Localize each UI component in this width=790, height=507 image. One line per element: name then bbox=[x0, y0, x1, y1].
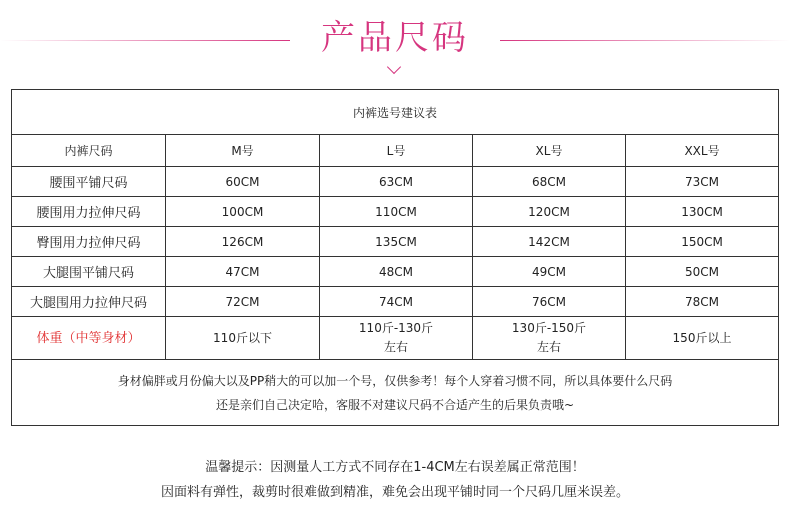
table-cell: 49CM bbox=[473, 257, 626, 287]
table-cell: 74CM bbox=[320, 287, 473, 317]
header-divider-right bbox=[500, 40, 790, 41]
table-cell bbox=[320, 317, 473, 360]
table-row bbox=[12, 197, 779, 227]
row-label: 大腿围用力拉伸尺码 bbox=[12, 287, 166, 317]
table-cell bbox=[626, 317, 779, 360]
weight-range: 110斤-130斤 bbox=[358, 321, 434, 335]
chevron-down-icon bbox=[387, 60, 401, 74]
table-cell: 63CM bbox=[320, 167, 473, 197]
size-note bbox=[12, 360, 779, 426]
table-cell: 142CM bbox=[473, 227, 626, 257]
weight-range-suffix: 左右 bbox=[536, 340, 561, 354]
table-cell: 76CM bbox=[473, 287, 626, 317]
table-cell bbox=[473, 317, 626, 360]
row-label: 臀围用力拉伸尺码 bbox=[12, 227, 166, 257]
column-header: XXL号 bbox=[626, 135, 779, 167]
table-cell: 130CM bbox=[626, 197, 779, 227]
size-table bbox=[11, 89, 779, 426]
table-row bbox=[12, 167, 779, 197]
table-cell: 50CM bbox=[626, 257, 779, 287]
table-cell: 110CM bbox=[320, 197, 473, 227]
weight-row-label: 体重（中等身材） bbox=[12, 317, 166, 360]
weight-range-suffix: 左右 bbox=[383, 340, 408, 354]
table-cell: 73CM bbox=[626, 167, 779, 197]
weight-range: 110斤以下 bbox=[213, 330, 272, 345]
note-row bbox=[12, 360, 779, 426]
weight-range: 130斤-150斤 bbox=[511, 321, 587, 335]
table-cell: 68CM bbox=[473, 167, 626, 197]
column-header: 内裤尺码 bbox=[12, 135, 166, 167]
page-header bbox=[0, 0, 790, 80]
column-header: XL号 bbox=[473, 135, 626, 167]
table-cell: 60CM bbox=[166, 167, 320, 197]
column-header: L号 bbox=[320, 135, 473, 167]
column-header: M号 bbox=[166, 135, 320, 167]
table-cell bbox=[166, 317, 320, 360]
table-cell: 120CM bbox=[473, 197, 626, 227]
table-row bbox=[12, 287, 779, 317]
row-label: 腰围用力拉伸尺码 bbox=[12, 197, 166, 227]
warm-tip: 温馨提示：因测量人工方式不同存在1-4CM左右误差属正常范围！ bbox=[205, 460, 585, 475]
table-row bbox=[12, 257, 779, 287]
table-row bbox=[12, 227, 779, 257]
table-cell: 100CM bbox=[166, 197, 320, 227]
weight-row bbox=[12, 317, 779, 360]
row-label: 腰围平铺尺码 bbox=[12, 167, 166, 197]
weight-range: 150斤以上 bbox=[672, 330, 732, 345]
table-caption: 内裤选号建议表 bbox=[12, 90, 779, 135]
table-cell: 150CM bbox=[626, 227, 779, 257]
fabric-tip: 因面料有弹性，裁剪时很难做到精准，难免会出现平铺时同一个尺码几厘米误差。 bbox=[160, 485, 629, 500]
table-cell: 135CM bbox=[320, 227, 473, 257]
page-title: 产品尺码 bbox=[321, 18, 469, 58]
table-cell: 48CM bbox=[320, 257, 473, 287]
size-note-line: 身材偏胖或月份偏大以及PP稍大的可以加一个号，仅供参考！每个人穿着习惯不同，所以具体要什么尺码 bbox=[117, 373, 673, 388]
table-cell: 78CM bbox=[626, 287, 779, 317]
row-label: 大腿围平铺尺码 bbox=[12, 257, 166, 287]
table-cell: 126CM bbox=[166, 227, 320, 257]
table-header-row bbox=[12, 135, 779, 167]
table-cell: 47CM bbox=[166, 257, 320, 287]
size-note-line: 还是亲们自己决定哈，客服不对建议尺码不合适产生的后果负责哦~ bbox=[215, 397, 575, 412]
table-cell: 72CM bbox=[166, 287, 320, 317]
